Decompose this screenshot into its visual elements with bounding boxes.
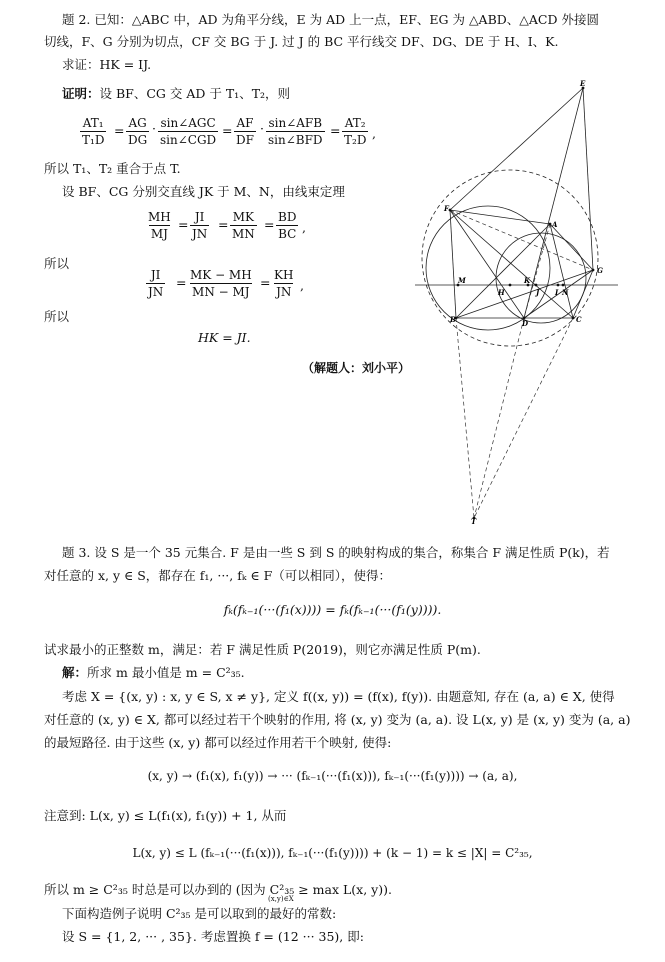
frac-den: JN <box>148 285 164 299</box>
frac-num: AT₂ <box>344 116 366 130</box>
dashed-dt <box>474 318 524 518</box>
label-d: D <box>522 319 529 328</box>
comma: , <box>300 278 304 293</box>
comma: , <box>372 126 376 141</box>
frac-num: JI <box>150 268 161 282</box>
frac-num: AG <box>128 116 147 130</box>
frac-den: T₁D <box>82 133 105 147</box>
equals-sign: = <box>114 123 125 138</box>
equals-sign: = <box>218 217 229 232</box>
menelaus-line: 设 BF、CG 分别交直线 JK 于 M、N，由线束定理 <box>62 184 345 199</box>
problem3-line10: 设 S = {1, 2, ··· , 35}. 考虑置换 f = (12 ··· 35), 即: <box>62 929 364 944</box>
equals-sign: = <box>222 123 233 138</box>
dot-sign: · <box>260 121 264 136</box>
equals-sign: = <box>178 217 189 232</box>
label-g: G <box>597 266 603 275</box>
problem3-line4: 考虑 X = {(x, y) : x, y ∈ S, x ≠ y}, 定义 f((x, y)) = (f(x), f(y)). 由题意知, 存在 (a, a) ∈ X, 使得 <box>62 689 615 704</box>
proof-line <box>62 86 290 102</box>
line-eg <box>583 88 593 270</box>
line-fd <box>450 210 524 318</box>
dashed-circle <box>422 170 598 346</box>
equals-sign: = <box>260 275 271 290</box>
fraction-at1-t1d <box>80 116 106 147</box>
dashed-ct <box>474 318 573 518</box>
frac-num: MK <box>232 210 255 224</box>
dashed-fg <box>450 210 593 270</box>
problem2-line2: 切线，F、G 分别为切点，CF 交 BG 于 J. 过 J 的 BC 平行线交 DF、DG、DE 于 H、I、K. <box>44 34 559 49</box>
fraction-at2-t2d <box>342 116 368 147</box>
label-h: H <box>498 288 505 297</box>
fraction-ji-jn-2 <box>146 268 165 299</box>
problem3-line6: 的最短路径. 由于这些 (x, y) 都可以经过作用若干个映射, 使得: <box>44 735 392 750</box>
frac-den: MN <box>232 227 255 241</box>
so-line-1: 所以 <box>44 256 70 271</box>
circumcircle-acd <box>496 233 586 323</box>
problem3-equation1: fₖ(fₖ₋₁(···(f₁(x)))) = fₖ(fₖ₋₁(···(f₁(y)))). <box>223 602 442 617</box>
label-a: A <box>552 220 558 229</box>
fraction-af-df <box>234 116 256 147</box>
fraction-ji-jn <box>190 210 209 241</box>
line-ef <box>450 88 583 210</box>
frac-num: sin∠AGC <box>160 116 216 130</box>
frac-den: JN <box>276 285 292 299</box>
fraction-ag-dg <box>126 116 149 147</box>
solution-label: 解： <box>62 665 88 680</box>
line-fb <box>450 210 456 318</box>
label-t: T <box>471 517 477 525</box>
solution-text: 所求 m 最小值是 m = C²₃₅. <box>87 665 245 680</box>
fraction-kh-jn <box>272 268 295 299</box>
equals-sign: = <box>330 123 341 138</box>
fraction-sin-afb <box>266 116 325 147</box>
equals-sign: = <box>176 275 187 290</box>
label-b: B <box>450 315 456 324</box>
frac-num: MK − MH <box>190 268 252 282</box>
problem3-equation2: (x, y) → (f₁(x), f₁(y)) → ··· (fₖ₋₁(···(f₁(x))), fₖ₋₁(···(f₁(y)))) → (a, a), <box>147 769 518 783</box>
frac-den: MJ <box>150 227 168 241</box>
fraction-mh-mj <box>146 210 173 241</box>
proof-label: 证明： <box>62 86 100 101</box>
problem3-line9: 下面构造例子说明 C²₃₅ 是可以取到的最好的常数: <box>62 906 337 921</box>
label-k: K <box>524 276 531 285</box>
final-equation: HK = JI. <box>198 330 251 345</box>
frac-num: AT₁ <box>82 116 104 130</box>
frac-num: sin∠AFB <box>268 116 323 130</box>
problem2-line1: 题 2. 已知：△ABC 中，AD 为角平分线，E 为 AD 上一点，EF、EG 为 △ABD、△ACD 外接圆 <box>62 12 599 27</box>
frac-num: JI <box>194 210 205 224</box>
frac-den: JN <box>192 227 208 241</box>
label-m: M <box>458 276 466 285</box>
max-subscript: (x,y)∈X <box>268 895 294 903</box>
problem2-prove: 求证：HK = IJ. <box>62 57 152 72</box>
frac-den: T₂D <box>344 133 367 147</box>
problem3-line1: 题 3. 设 S 是一个 35 元集合. F 是由一些 S 到 S 的映射构成的集合，称集合 F 满足性质 P(k)，若 <box>62 545 610 560</box>
problem3-line7: 注意到: L(x, y) ≤ L(f₁(x), f₁(y)) + 1, 从而 <box>44 808 287 823</box>
label-f: F <box>444 204 449 213</box>
problem3-line5: 对任意的 (x, y) ∈ X, 都可以经过若干个映射的作用, 将 (x, y) 变为 (a, a). 设 L(x, y) 是 (x, y) 变为 (a, a) <box>44 712 631 727</box>
line-fa <box>450 210 550 224</box>
circumcircle-abd <box>426 206 550 330</box>
problem3-line3: 试求最小的正整数 m，满足：若 F 满足性质 P(2019)，则它亦满足性质 P(m). <box>44 642 481 657</box>
problem3-line8: 所以 m ≥ C²₃₅ 时总是可以办到的 (因为 C²₃₅ ≥ max L(x, y)). <box>44 882 392 897</box>
comma: , <box>302 220 306 235</box>
fraction-sin-agc <box>158 116 218 147</box>
dashed-bt <box>456 318 474 518</box>
frac-num: MH <box>148 210 171 224</box>
proof-text: 设 BF、CG 交 AD 于 T₁、T₂，则 <box>99 86 291 101</box>
geometry-figure <box>410 80 620 525</box>
label-n: N <box>562 288 569 297</box>
label-c: C <box>576 315 582 324</box>
frac-num: AF <box>236 116 254 130</box>
label-i: I <box>555 288 559 297</box>
frac-num: KH <box>274 268 294 282</box>
frac-den: sin∠CGD <box>160 133 217 147</box>
frac-den: DF <box>236 133 254 147</box>
fraction-mk-mn <box>230 210 257 241</box>
line-ag <box>550 224 593 270</box>
label-e: E <box>580 80 586 88</box>
coincide-line: 所以 T₁、T₂ 重合于点 T. <box>44 161 181 176</box>
label-j: J <box>536 288 540 297</box>
frac-den: MN − MJ <box>192 285 250 299</box>
dot-sign: · <box>152 121 156 136</box>
frac-den: BC <box>278 227 297 241</box>
frac-den: sin∠BFD <box>268 133 323 147</box>
solution-line <box>62 665 245 681</box>
equals-sign: = <box>264 217 275 232</box>
solver-credit: （解题人：刘小平） <box>302 361 411 375</box>
frac-den: DG <box>128 133 148 147</box>
fraction-mk-mh <box>188 268 254 299</box>
problem3-line2: 对任意的 x, y ∈ S，都存在 f₁, ···, fₖ ∈ F（可以相同），使得： <box>44 568 392 583</box>
so-line-2: 所以 <box>44 309 70 324</box>
frac-num: BD <box>278 210 297 224</box>
fraction-bd-bc <box>276 210 298 241</box>
problem3-equation3: L(x, y) ≤ L (fₖ₋₁(···(f₁(x))), fₖ₋₁(···(f₁(y)))) + (k − 1) = k ≤ |X| = C²₃₅, <box>132 846 533 860</box>
